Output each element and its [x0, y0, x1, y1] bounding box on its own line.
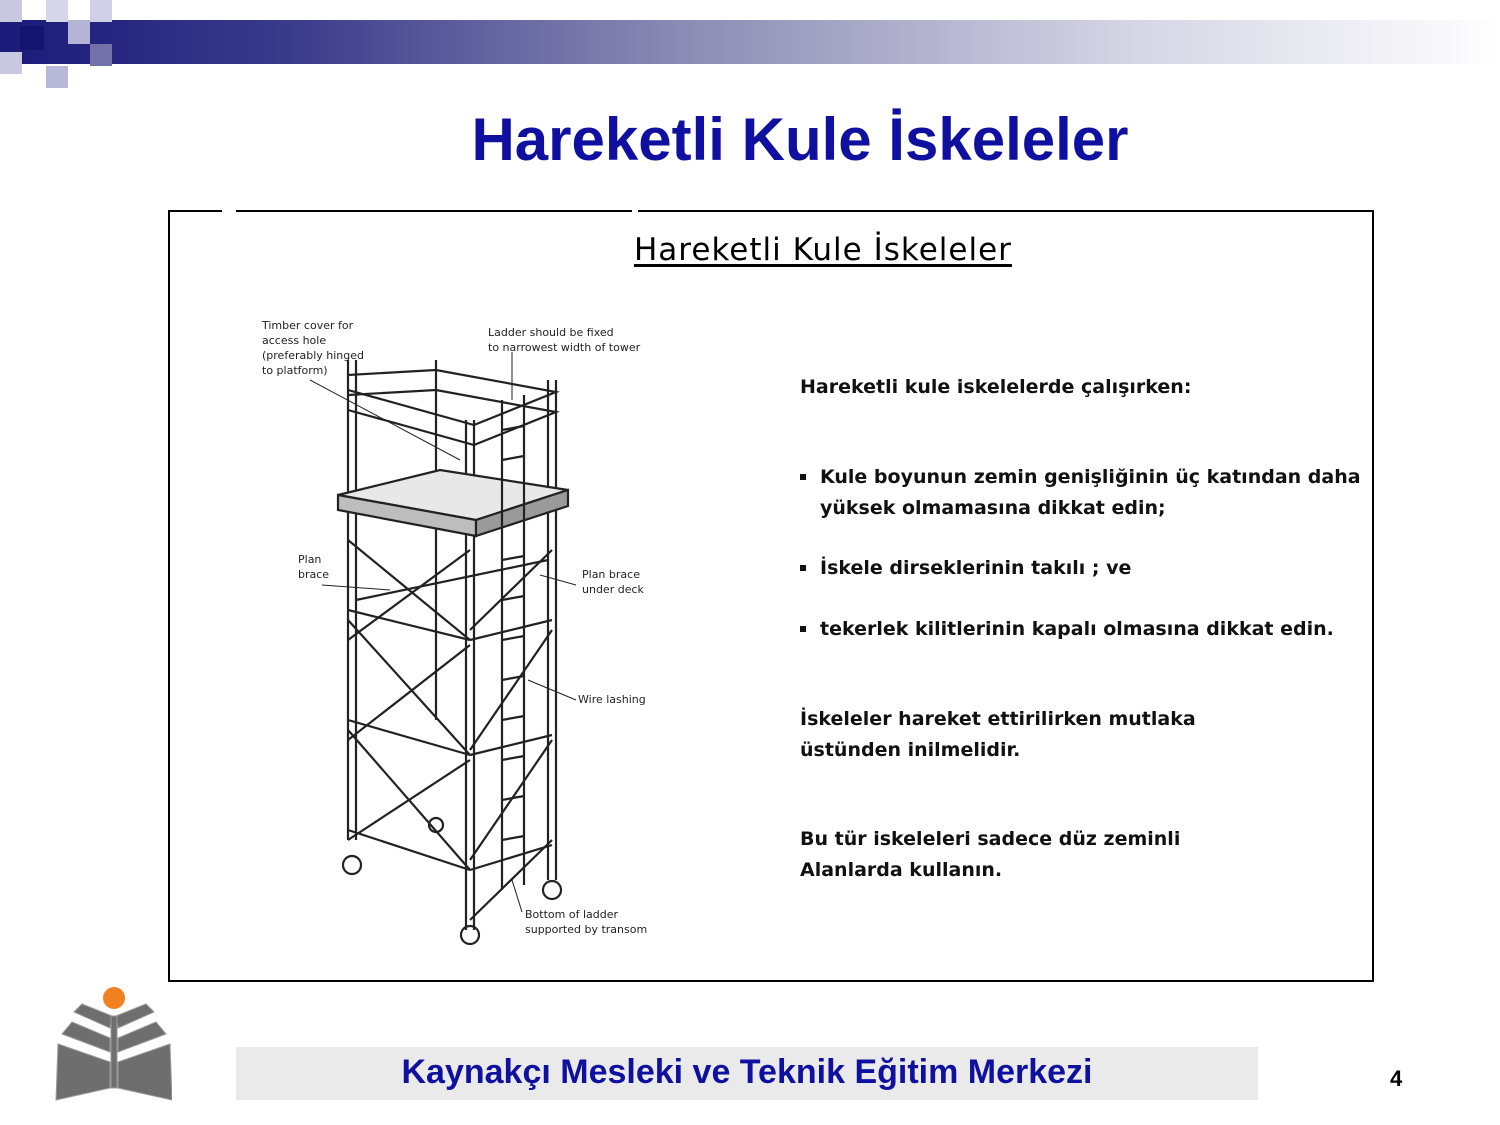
note-flat-ground: Bu tür iskeleleri sadece düz zeminli Alanlarda kullanın. — [800, 828, 1181, 881]
inner-title: Hareketli Kule İskeleler — [634, 232, 1012, 268]
deco-square — [0, 52, 22, 74]
deco-square — [90, 44, 112, 66]
bullet-item: tekerlek kilitlerinin kapalı olmasına dikkat edin. — [800, 614, 1380, 645]
label-plan-brace-deck: Plan brace under deck — [582, 568, 644, 596]
bullet-item: Kule boyunun zemin genişliğinin üç katından daha yüksek olmamasına dikkat edin; — [800, 462, 1380, 524]
deco-square — [46, 0, 68, 22]
deco-square — [20, 26, 44, 50]
header-gradient-band — [0, 20, 1500, 64]
slide-title: Hareketli Kule İskeleler — [471, 106, 1129, 173]
institution-logo — [52, 982, 172, 1104]
label-timber-cover: Timber cover for access hole (preferably hinged to platform) — [262, 319, 365, 377]
label-wire-lashing: Wire lashing — [578, 693, 646, 706]
note-dismount: İskeleler hareket ettirilirken mutlaka üstünden inilmelidir. — [800, 708, 1196, 761]
label-bottom-ladder: Bottom of ladder supported by transom — [525, 908, 648, 936]
deco-square — [68, 20, 90, 44]
deco-square — [0, 0, 22, 22]
label-ladder-fixed: Ladder should be fixed to narrowest width of tower — [488, 326, 641, 354]
frame-gap — [222, 209, 236, 214]
label-plan-brace: Plan brace — [298, 553, 330, 581]
frame-gap — [632, 209, 638, 214]
intro-text: Hareketli kule iskelelerde çalışırken: — [800, 376, 1192, 398]
scaffold-diagram — [250, 300, 680, 960]
page-number: 4 — [1390, 1066, 1403, 1091]
footer-text: Kaynakçı Mesleki ve Teknik Eğitim Merkezi — [401, 1053, 1093, 1091]
bullet-item: İskele dirseklerinin takılı ; ve — [800, 553, 1380, 584]
deco-square — [46, 66, 68, 88]
deco-square — [90, 0, 112, 22]
